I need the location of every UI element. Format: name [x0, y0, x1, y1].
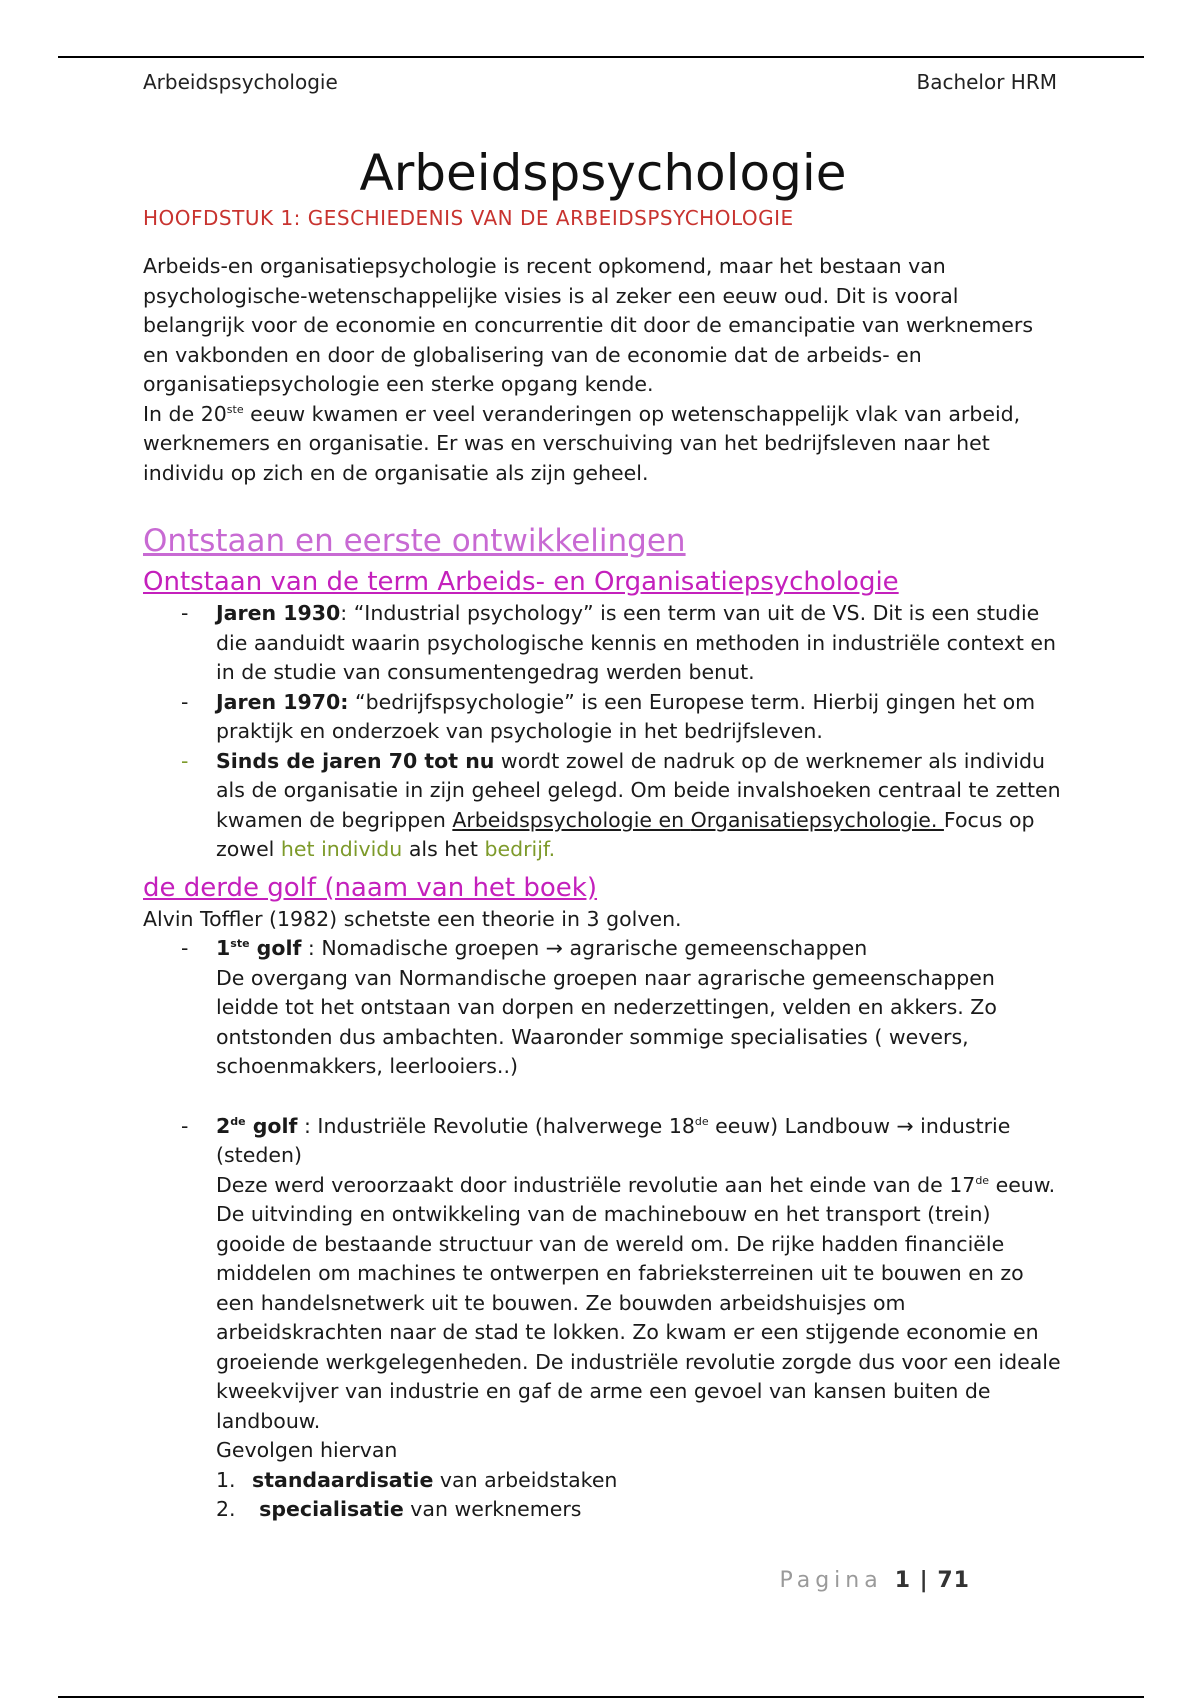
intro-paragraph: Arbeids-en organisatiepsychologie is recent opkomend, maar het bestaan van psychologische-wetenschappelijke visies is al zeker een eeuw oud. Dit is vooral belangrijk voor de economie en concurrentie dit door de emancipatie van werknemers en vakbonden en door de globalisering van de economie dat de arbeids- en organisatiepsychologie een sterke opgang kende.: [143, 254, 1034, 396]
header-right: Bachelor HRM: [916, 70, 1057, 94]
term-list: [143, 599, 1063, 865]
intro-paragraph-2: In de 20ste eeuw kwamen er veel veranderingen op wetenschappelijk vlak van arbeid, werknemers en organisatie. Er was en verschuiving van het bedrijfsleven naar het individu op zich en de organisatie als zijn geheel.: [143, 401, 1021, 485]
numbered-item: 1. standaardisatie van arbeidstaken: [216, 1467, 618, 1492]
list-item: - Sinds de jaren 70 tot nu wordt zowel de nadruk op de werknemer als individu als de organisatie in zijn geheel gelegd. Om beide invalshoeken centraal te zetten kwamen de begrippen Arbeidspsychologie en Organisatiepsychologie. Focus op zowel het individu als het bedrijf.: [181, 748, 1061, 861]
header-left: Arbeidspsychologie: [143, 70, 338, 94]
footer-rule: [58, 1696, 1144, 1698]
list-item: - Jaren 1930: “Industrial psychology” is een term van uit de VS. Dit is een studie die aanduidt waarin psychologische kennis en methoden in industriële context en in de studie van consumentengedrag werden benut.: [181, 601, 1056, 684]
waves-list: [143, 934, 1063, 1466]
page-title: Arbeidspsychologie: [359, 144, 847, 202]
section-heading-ontstaan: Ontstaan en eerste ontwikkelingen: [143, 523, 686, 559]
list-item-wave-2: - 2de golf : Industriële Revolutie (halverwege 18de eeuw) Landbouw → industrie (steden) Deze werd veroorzaakt door industriële revolutie aan het einde van de 17de eeuw. De uitvinding en ontwikkeling van de machinebouw en het transport (trein) gooide de bestaande structuur van de wereld om. De rijke hadden financiële middelen om machines te ontwerpen en fabrieksterreinen uit te bouwen en zo een handelsnetwerk uit te bouwen. Ze bouwden arbeidshuisjes om arbeidskrachten naar de stad te lokken. Zo kwam er een stijgende economie en groeiende werkgelegenheden. De industriële revolutie zorgde dus voor een ideale kweekvijver van industrie en gaf de arme een gevoel van kansen buiten de landbouw. Gevolgen hiervan: [181, 1113, 1061, 1462]
chapter-heading: HOOFDSTUK 1: GESCHIEDENIS VAN DE ARBEIDSPSYCHOLOGIE: [143, 206, 794, 230]
page-content: [143, 140, 1063, 1525]
toffler-intro: Alvin Toffler (1982) schetste een theorie in 3 golven.: [143, 906, 682, 931]
subheading-derde-golf: de derde golf (naam van het boek): [143, 872, 597, 903]
numbered-item: 2. specialisatie van werknemers: [216, 1497, 582, 1521]
header-rule: [58, 56, 1144, 58]
intro: [143, 252, 1063, 488]
subheading-term: Ontstaan van de term Arbeids- en Organisatiepsychologie: [143, 567, 899, 597]
list-item: - Jaren 1970: “bedrijfspsychologie” is een Europese term. Hierbij gingen het om praktijk en onderzoek van psychologie in het bedrijfsleven.: [181, 689, 1036, 743]
list-item-wave-1: - 1ste golf : Nomadische groepen → agrarische gemeenschappen De overgang van Normandische groepen naar agrarische gemeenschappen leidde tot het ontstaan van dorpen en nederzettingen, velden en akkers. Zo ontstonden dus ambachten. Waaronder sommige specialisaties ( wevers, schoenmakkers, leerlooiers..): [181, 936, 997, 1078]
page-number: Pagina 1 | 71: [779, 1568, 970, 1593]
